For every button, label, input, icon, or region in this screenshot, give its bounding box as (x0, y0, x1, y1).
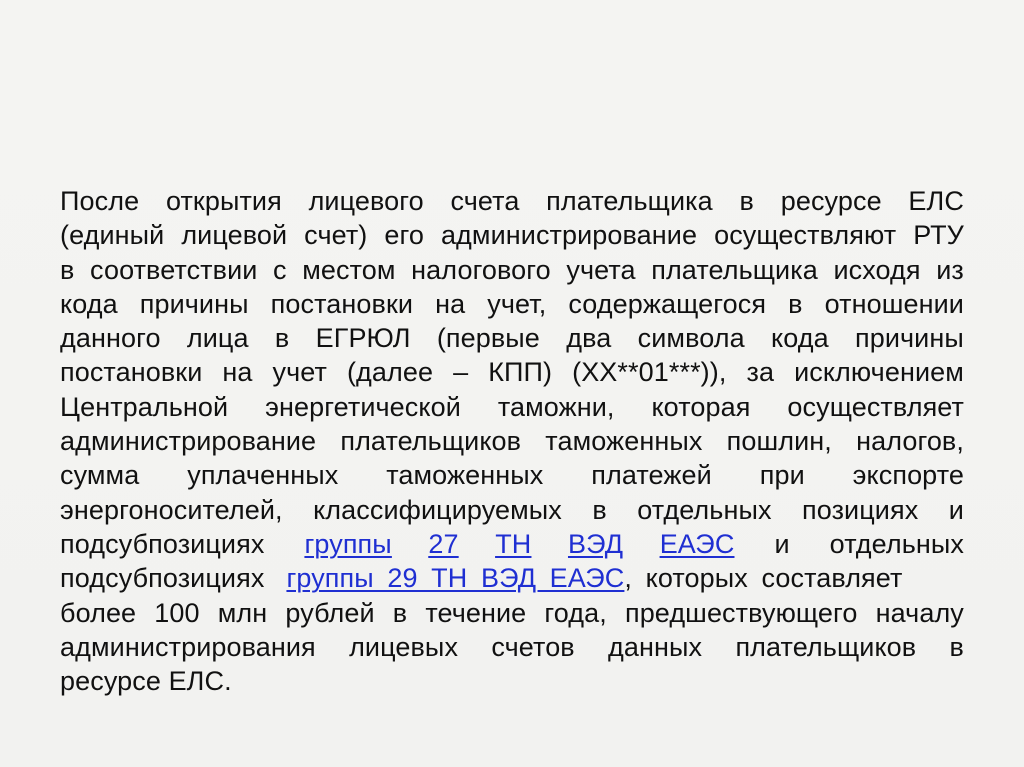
word: плательщиков (340, 426, 522, 457)
word: млн (217, 597, 268, 628)
word: на (435, 288, 466, 319)
text-line-12-after: , которых составляет (624, 563, 903, 594)
word: энергетической (265, 391, 461, 422)
word: администрирования (60, 631, 316, 662)
text-line-11 (60, 527, 964, 561)
word: в (392, 597, 408, 628)
text-line-8 (60, 424, 964, 458)
word: исходя (833, 254, 921, 285)
word: налогового (411, 254, 551, 285)
link-word[interactable]: ТН (495, 528, 532, 559)
word: соответствии (90, 254, 258, 285)
word: с (273, 254, 287, 285)
word: предшествующего (624, 597, 858, 628)
word: исключением (794, 357, 964, 388)
text-line-3 (60, 253, 964, 287)
word: в (949, 631, 964, 662)
word: данных (608, 631, 703, 662)
word: года, (544, 597, 607, 628)
word: из (936, 254, 964, 285)
text-line-11-and: и (774, 528, 790, 559)
word: учета (566, 254, 636, 285)
word: плательщика (546, 186, 713, 216)
word: платежей (591, 460, 712, 491)
text-line-12-before: подсубпозициях (60, 563, 265, 594)
word: позициях (802, 494, 919, 525)
word: причины (855, 323, 964, 354)
link-group-27[interactable] (304, 527, 734, 561)
text-line-2 (60, 218, 964, 252)
word: пошлин, (726, 426, 832, 457)
word: за (746, 357, 775, 388)
link-word[interactable]: ЕАЭС (659, 528, 735, 559)
text-line-11-after: отдельных (829, 528, 964, 559)
word: экспорте (852, 460, 964, 491)
word: в (788, 288, 803, 319)
word: (далее (346, 357, 434, 388)
word: началу (875, 597, 964, 628)
word: постановки (60, 357, 203, 388)
word: отношении (824, 288, 964, 319)
link-group-29[interactable]: группы 29 ТН ВЭД ЕАЭС (286, 563, 625, 594)
word: лица (186, 323, 249, 354)
text-line-7 (60, 390, 964, 424)
text-line-4 (60, 287, 964, 321)
word: кода (771, 323, 829, 354)
word: причины (139, 288, 249, 319)
word: счет) (304, 220, 368, 251)
word: ЕЛС (908, 186, 964, 216)
text-line-11-before: подсубпозициях (60, 528, 265, 559)
word: постановки (270, 288, 414, 319)
word: 100 (154, 597, 200, 628)
word: в (274, 323, 290, 354)
word: в (739, 186, 754, 216)
text-line-10 (60, 493, 964, 527)
word: лицевого (308, 186, 424, 216)
slide-body-text (60, 184, 964, 698)
word: налогов, (856, 426, 964, 457)
word: учет (272, 357, 327, 388)
word: лицевой (181, 220, 288, 251)
word: которая (651, 391, 751, 422)
word: местом (302, 254, 396, 285)
word: энергоносителей, (60, 494, 283, 525)
word: классифицируемых (313, 494, 562, 525)
text-line-13 (60, 596, 964, 630)
word: учет, (487, 288, 547, 319)
text-line-9 (60, 458, 964, 492)
text-line-5 (60, 321, 964, 355)
text-line-1 (60, 184, 964, 218)
word: кода (60, 288, 118, 319)
word: КПП) (488, 357, 553, 388)
word: ЕГРЮЛ (315, 323, 411, 354)
word: плательщика (651, 254, 818, 285)
word: более (60, 597, 137, 628)
word: счета (450, 186, 520, 216)
link-word[interactable]: группы (304, 528, 392, 559)
word: (единый (60, 220, 165, 251)
word: осуществляют (714, 220, 897, 251)
word: таможенных (386, 460, 544, 491)
word: сумма (60, 460, 140, 491)
word: рублей (285, 597, 375, 628)
word: данного (60, 323, 161, 354)
word: два (566, 323, 612, 354)
word: администрирование (440, 220, 698, 251)
word: отдельных (637, 494, 772, 525)
word: После (60, 186, 140, 216)
text-line-12 (60, 561, 964, 595)
word: при (759, 460, 805, 491)
word: уплаченных (187, 460, 339, 491)
word: и (948, 494, 964, 525)
word: течение (425, 597, 527, 628)
link-word[interactable]: ВЭД (567, 528, 624, 559)
word: (XX**01***)), (572, 357, 727, 388)
word: в (60, 254, 75, 285)
word: символа (637, 323, 745, 354)
word: содержащегося (568, 288, 767, 319)
word: РТУ (913, 220, 964, 251)
word: его (384, 220, 424, 251)
word: осуществляет (787, 391, 964, 422)
word: Центральной (60, 391, 229, 422)
word: открытия (165, 186, 282, 216)
link-word[interactable]: 27 (428, 528, 459, 559)
word: лицевых (349, 631, 459, 662)
text-line-15: ресурсе ЕЛС. (60, 666, 232, 697)
text-line-14 (60, 630, 964, 664)
text-line-6 (60, 355, 964, 389)
word: на (222, 357, 253, 388)
word: счетов (491, 631, 575, 662)
word: в (592, 494, 607, 525)
word: – (453, 357, 469, 388)
word: таможенных (545, 426, 703, 457)
word: ресурсе (780, 186, 882, 216)
word: администрирование (60, 426, 317, 457)
word: таможни, (497, 391, 615, 422)
word: плательщиков (735, 631, 917, 662)
word: (первые (436, 323, 540, 354)
